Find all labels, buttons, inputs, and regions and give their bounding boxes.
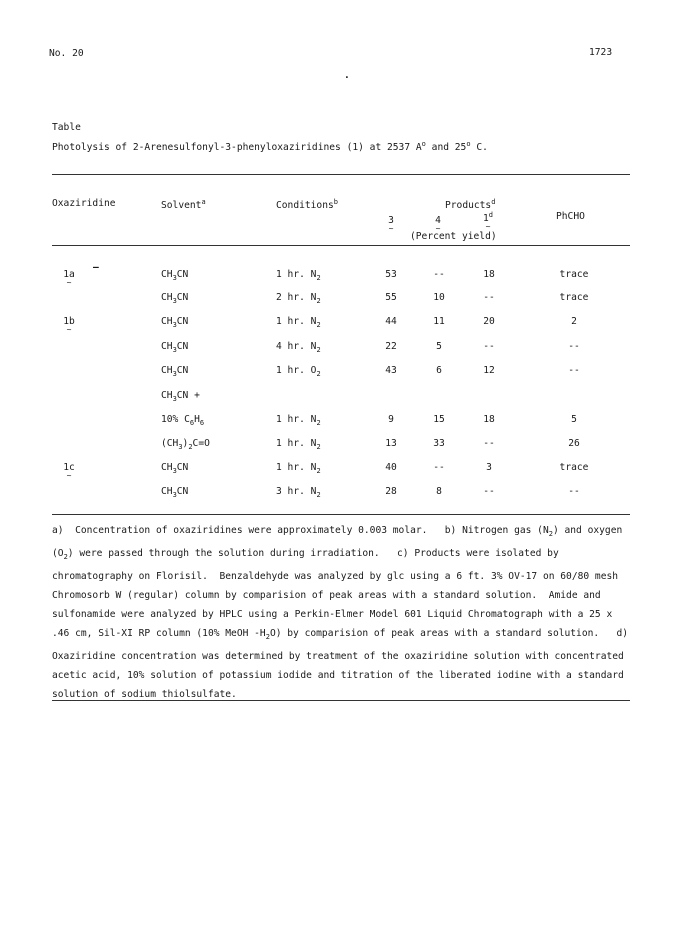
conditions-cell: 2 hr. $N_2$ bbox=[276, 292, 321, 305]
yield-3-cell: 13 bbox=[385, 438, 397, 449]
yield-phcho-cell: 5 bbox=[571, 414, 577, 425]
yield-phcho-cell: trace bbox=[559, 462, 589, 473]
oxaziridine-label: 1b ~ bbox=[63, 316, 75, 334]
table-top-rule bbox=[52, 174, 630, 175]
yield-4-cell: 33 bbox=[433, 438, 445, 449]
yield-1-cell: 12 bbox=[483, 365, 495, 376]
solvent-cell: $CH_3CN$ bbox=[161, 269, 189, 282]
yield-3-cell: 9 bbox=[388, 414, 394, 425]
header-oxaziridine: Oxaziridine bbox=[52, 198, 116, 209]
conditions-cell: 1 hr. $O_2$ bbox=[276, 365, 321, 378]
header-compound-3: 3 ~ bbox=[388, 215, 394, 233]
header-percent-yield: (Percent yield) bbox=[410, 231, 497, 242]
solvent-cell: $CH_3CN$ + bbox=[161, 390, 200, 403]
header-conditions: Conditions$^b$ bbox=[276, 198, 338, 212]
solvent-cell: $CH_3CN$ bbox=[161, 316, 189, 329]
header-compound-4: 4 ~ bbox=[435, 215, 441, 233]
conditions-cell: 1 hr. $N_2$ bbox=[276, 462, 321, 475]
stray-dot: . bbox=[344, 70, 350, 81]
oxaziridine-label: 1a ~ bbox=[63, 269, 75, 287]
yield-3-cell: 43 bbox=[385, 365, 397, 376]
yield-phcho-cell: -- bbox=[568, 486, 580, 497]
page-number: 1723 bbox=[589, 47, 613, 58]
table-bottom-rule bbox=[52, 514, 630, 515]
yield-phcho-cell: trace bbox=[559, 269, 589, 280]
yield-phcho-cell: -- bbox=[568, 365, 580, 376]
solvent-cell: $(CH_3)_2C=O$ bbox=[161, 438, 210, 451]
solvent-cell: $CH_3CN$ bbox=[161, 365, 189, 378]
solvent-cell: $CH_3CN$ bbox=[161, 341, 189, 354]
yield-3-cell: 28 bbox=[385, 486, 397, 497]
yield-4-cell: 8 bbox=[436, 486, 442, 497]
conditions-cell: 3 hr. $N_2$ bbox=[276, 486, 321, 499]
header-products: Products$^d$ bbox=[445, 198, 496, 212]
page-bottom-rule bbox=[52, 700, 630, 701]
yield-4-cell: 11 bbox=[433, 316, 445, 327]
solvent-cell: $CH_3CN$ bbox=[161, 462, 189, 475]
yield-1-cell: 18 bbox=[483, 269, 495, 280]
table-header-rule bbox=[52, 245, 630, 246]
yield-4-cell: -- bbox=[433, 462, 445, 473]
yield-4-cell: 10 bbox=[433, 292, 445, 303]
solvent-cell: 10% $C_6H_6$ bbox=[161, 414, 205, 427]
yield-4-cell: 6 bbox=[436, 365, 442, 376]
header-solvent: Solvent$^a$ bbox=[161, 198, 206, 212]
yield-1-cell: 18 bbox=[483, 414, 495, 425]
yield-3-cell: 55 bbox=[385, 292, 397, 303]
journal-number: No. 20 bbox=[49, 48, 84, 59]
table-title: Photolysis of 2-Arenesulfonyl-3-phenyloxaziridines (1) at 2537 $A^o$ and 25$^o$ C. bbox=[52, 140, 488, 154]
yield-1-cell: -- bbox=[483, 438, 495, 449]
conditions-cell: 1 hr. $N_2$ bbox=[276, 269, 321, 282]
yield-1-cell: -- bbox=[483, 486, 495, 497]
yield-1-cell: 20 bbox=[483, 316, 495, 327]
yield-3-cell: 44 bbox=[385, 316, 397, 327]
header-compound-1: 1$^d$ ~ bbox=[483, 211, 493, 232]
yield-4-cell: 15 bbox=[433, 414, 445, 425]
solvent-cell: $CH_3CN$ bbox=[161, 486, 189, 499]
yield-phcho-cell: 2 bbox=[571, 316, 577, 327]
conditions-cell: 1 hr. $N_2$ bbox=[276, 438, 321, 451]
yield-4-cell: 5 bbox=[436, 341, 442, 352]
yield-3-cell: 40 bbox=[385, 462, 397, 473]
oxaziridine-label: 1c ~ bbox=[63, 462, 75, 480]
solvent-cell: $CH_3CN$ bbox=[161, 292, 189, 305]
conditions-cell: 1 hr. $N_2$ bbox=[276, 316, 321, 329]
yield-phcho-cell: -- bbox=[568, 341, 580, 352]
header-phcho: PhCHO bbox=[556, 211, 585, 222]
yield-3-cell: 53 bbox=[385, 269, 397, 280]
yield-1-cell: -- bbox=[483, 292, 495, 303]
conditions-cell: 1 hr. $N_2$ bbox=[276, 414, 321, 427]
yield-1-cell: 3 bbox=[486, 462, 492, 473]
row-marker-dash: — bbox=[93, 262, 99, 273]
table-label: Table bbox=[52, 122, 81, 133]
yield-3-cell: 22 bbox=[385, 341, 397, 352]
table-footnotes: a) Concentration of oxaziridines were approximately 0.003 molar. b) Nitrogen gas $(N_2)$ and oxygen $(O_2)$ were passed through the solution during irradiation. c) Products were isolated by chromatography on Florisil. Benzaldehyde was analyzed by glc using a 6 ft. 3% OV-17 on 60/80 mesh Chromosorb W (regular) column by comparision of peak areas with a standard solution. Amide and sulfonamide were analyzed by HPLC using a Perkin-Elmer Model 601 Liquid Chromatograph with a 25 x .46 cm, Sil-XI RP column (10% MeOH $-H_2O$) by comparision of peak areas with a standard solution. d) Oxaziridine concentration was determined by treatment of the oxaziridine solution with concentrated acetic acid, 10% solution of potassium iodide and titration of the liberated iodine with a standard solution of sodium thiolsulfate. bbox=[52, 525, 634, 700]
yield-1-cell: -- bbox=[483, 341, 495, 352]
yield-phcho-cell: trace bbox=[559, 292, 589, 303]
yield-phcho-cell: 26 bbox=[568, 438, 580, 449]
yield-4-cell: -- bbox=[433, 269, 445, 280]
conditions-cell: 4 hr. $N_2$ bbox=[276, 341, 321, 354]
